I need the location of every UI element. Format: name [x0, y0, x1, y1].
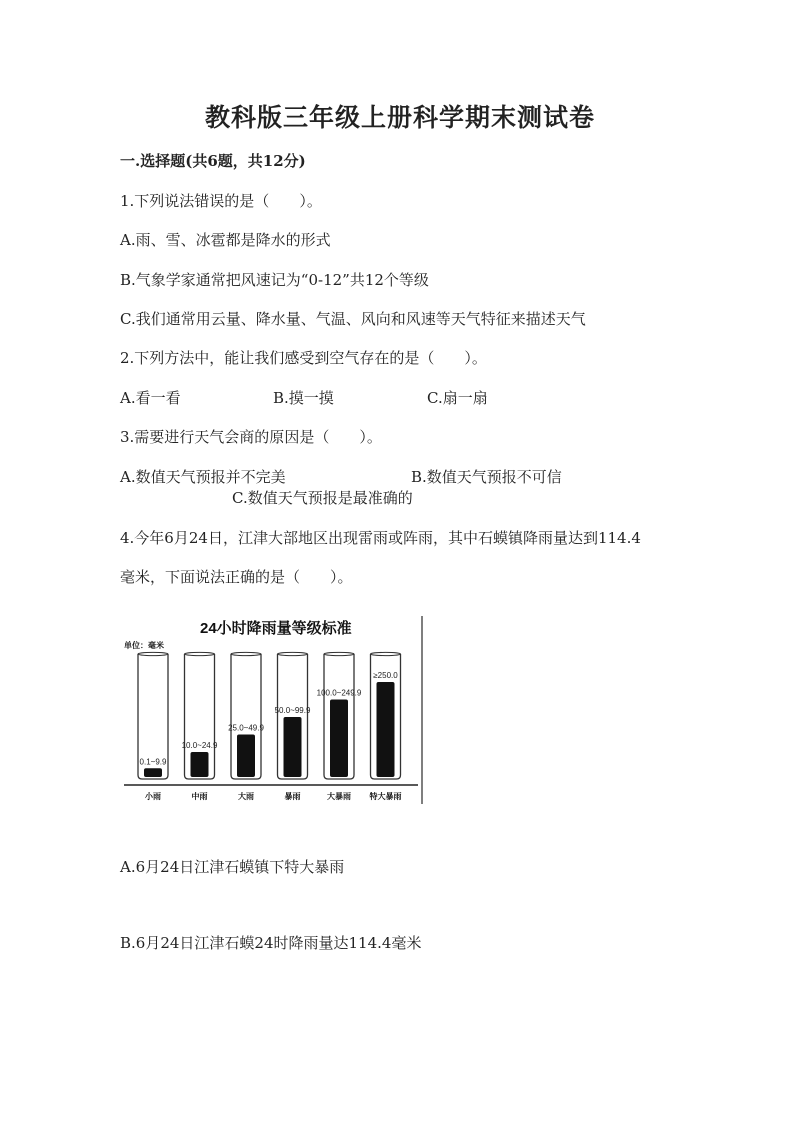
question-2-option-a: A.看一看	[120, 389, 181, 407]
column-category-label: 大暴雨	[327, 792, 351, 801]
tube-rim	[138, 652, 168, 655]
page-title: 教科版三年级上册科学期末测试卷	[204, 103, 595, 132]
tube-fill	[330, 700, 348, 778]
figure-title: 24小时降雨量等级标准	[200, 620, 352, 637]
question-3-option-a: A.数值天气预报并不完美	[120, 468, 286, 486]
tube-rim	[231, 652, 261, 655]
column-range-label: 50.0~99.9	[274, 706, 311, 715]
question-1-stem: 1.下列说法错误的是（ ）。	[120, 192, 322, 210]
question-1-option-c: C.我们通常用云量、降水量、气温、风向和风速等天气特征来描述天气	[120, 310, 586, 328]
question-1-option-a: A.雨、雪、冰雹都是降水的形式	[120, 231, 331, 249]
rainfall-figure-svg	[118, 614, 424, 806]
figure-unit: 单位：毫米	[124, 641, 164, 650]
column-category-label: 暴雨	[284, 792, 301, 801]
question-4-option-b: B.6月24日江津石蟆24时降雨量达114.4毫米	[120, 934, 422, 952]
tube-rim	[185, 652, 215, 655]
column-range-label: ≥250.0	[373, 671, 398, 680]
question-3-option-c: C.数值天气预报是最准确的	[232, 489, 413, 507]
tube-fill	[144, 768, 162, 777]
question-4-stem-line-1: 4.今年6月24日，江津大部地区出现雷雨或阵雨，其中石蟆镇降雨量达到114.4	[120, 529, 641, 547]
question-2-stem: 2.下列方法中，能让我们感受到空气存在的是（ ）。	[120, 349, 487, 367]
rainfall-standard-figure	[118, 614, 424, 806]
question-1-option-b: B.气象学家通常把风速记为“0-12”共12个等级	[120, 271, 429, 289]
tube-fill	[284, 717, 302, 777]
column-category-label: 大雨	[238, 792, 254, 801]
tube-fill	[237, 735, 255, 778]
column-range-label: 100.0~249.9	[316, 688, 362, 698]
question-4-option-a: A.6月24日江津石蟆镇下特大暴雨	[120, 858, 345, 876]
tube-fill	[377, 682, 395, 777]
tube-rim	[324, 652, 354, 655]
column-range-label: 10.0~24.9	[181, 741, 218, 750]
column-range-label: 25.0~49.9	[228, 723, 264, 733]
tube-rim	[278, 652, 308, 655]
column-category-label: 小雨	[145, 792, 161, 801]
column-category-label: 中雨	[191, 792, 208, 801]
question-3-stem: 3.需要进行天气会商的原因是（ ）。	[120, 428, 382, 446]
column-range-label: 0.1~9.9	[139, 757, 167, 767]
question-4-stem-line-2: 毫米，下面说法正确的是（ ）。	[120, 568, 353, 586]
section-heading: 一.选择题(共6题，共12分)	[120, 152, 306, 170]
question-2-option-c: C.扇一扇	[427, 389, 488, 407]
question-3-option-b: B.数值天气预报不可信	[411, 468, 562, 486]
column-category-label: 特大暴雨	[369, 792, 402, 801]
tube-rim	[371, 652, 401, 655]
question-2-option-b: B.摸一摸	[273, 389, 334, 407]
tube-fill	[191, 752, 209, 777]
